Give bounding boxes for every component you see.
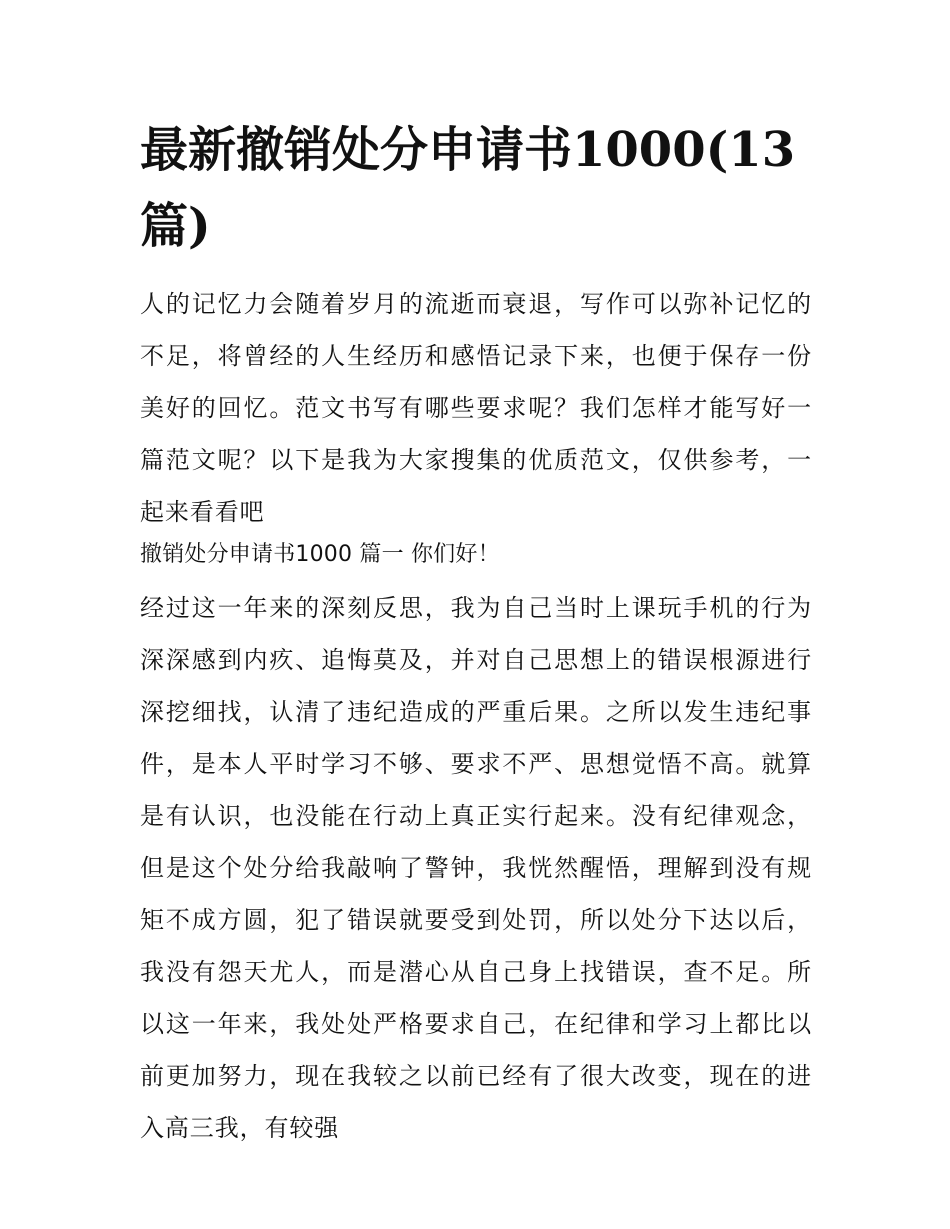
document-page xyxy=(140,0,812,1229)
body-paragraph: 经过这一年来的深刻反思，我为自己当时上课玩手机的行为深深感到内疚、追悔莫及，并对自己思想上的错误根源进行深挖细找，认清了违纪造成的严重后果。之所以发生违纪事件，是本人平时学习不够、要求不严、思想觉悟不高。就算是有认识，也没能在行动上真正实行起来。没有纪律观念，但是这个处分给我敲响了警钟，我恍然醒悟，理解到没有规矩不成方圆，犯了错误就要受到处罚，所以处分下达以后，我没有怨天尤人，而是潜心从自己身上找错误，查不足。所以这一年来，我处处严格要求自己，在纪律和学习上都比以前更加努力，现在我较之以前已经有了很大改变，现在的进入高三我，有较强 xyxy=(140,594,812,1142)
document-title: 最新撤销处分申请书1000(13篇) xyxy=(140,122,796,254)
section-heading: 撤销处分申请书1000 篇一 你们好！ xyxy=(140,542,500,567)
intro-paragraph: 人的记忆力会随着岁月的流逝而衰退，写作可以弥补记忆的不足，将曾经的人生经历和感悟记录下来，也便于保存一份美好的回忆。范文书写有哪些要求呢？我们怎样才能写好一篇范文呢？以下是我为大家搜集的优质范文，仅供参考，一起来看看吧 xyxy=(140,290,812,526)
